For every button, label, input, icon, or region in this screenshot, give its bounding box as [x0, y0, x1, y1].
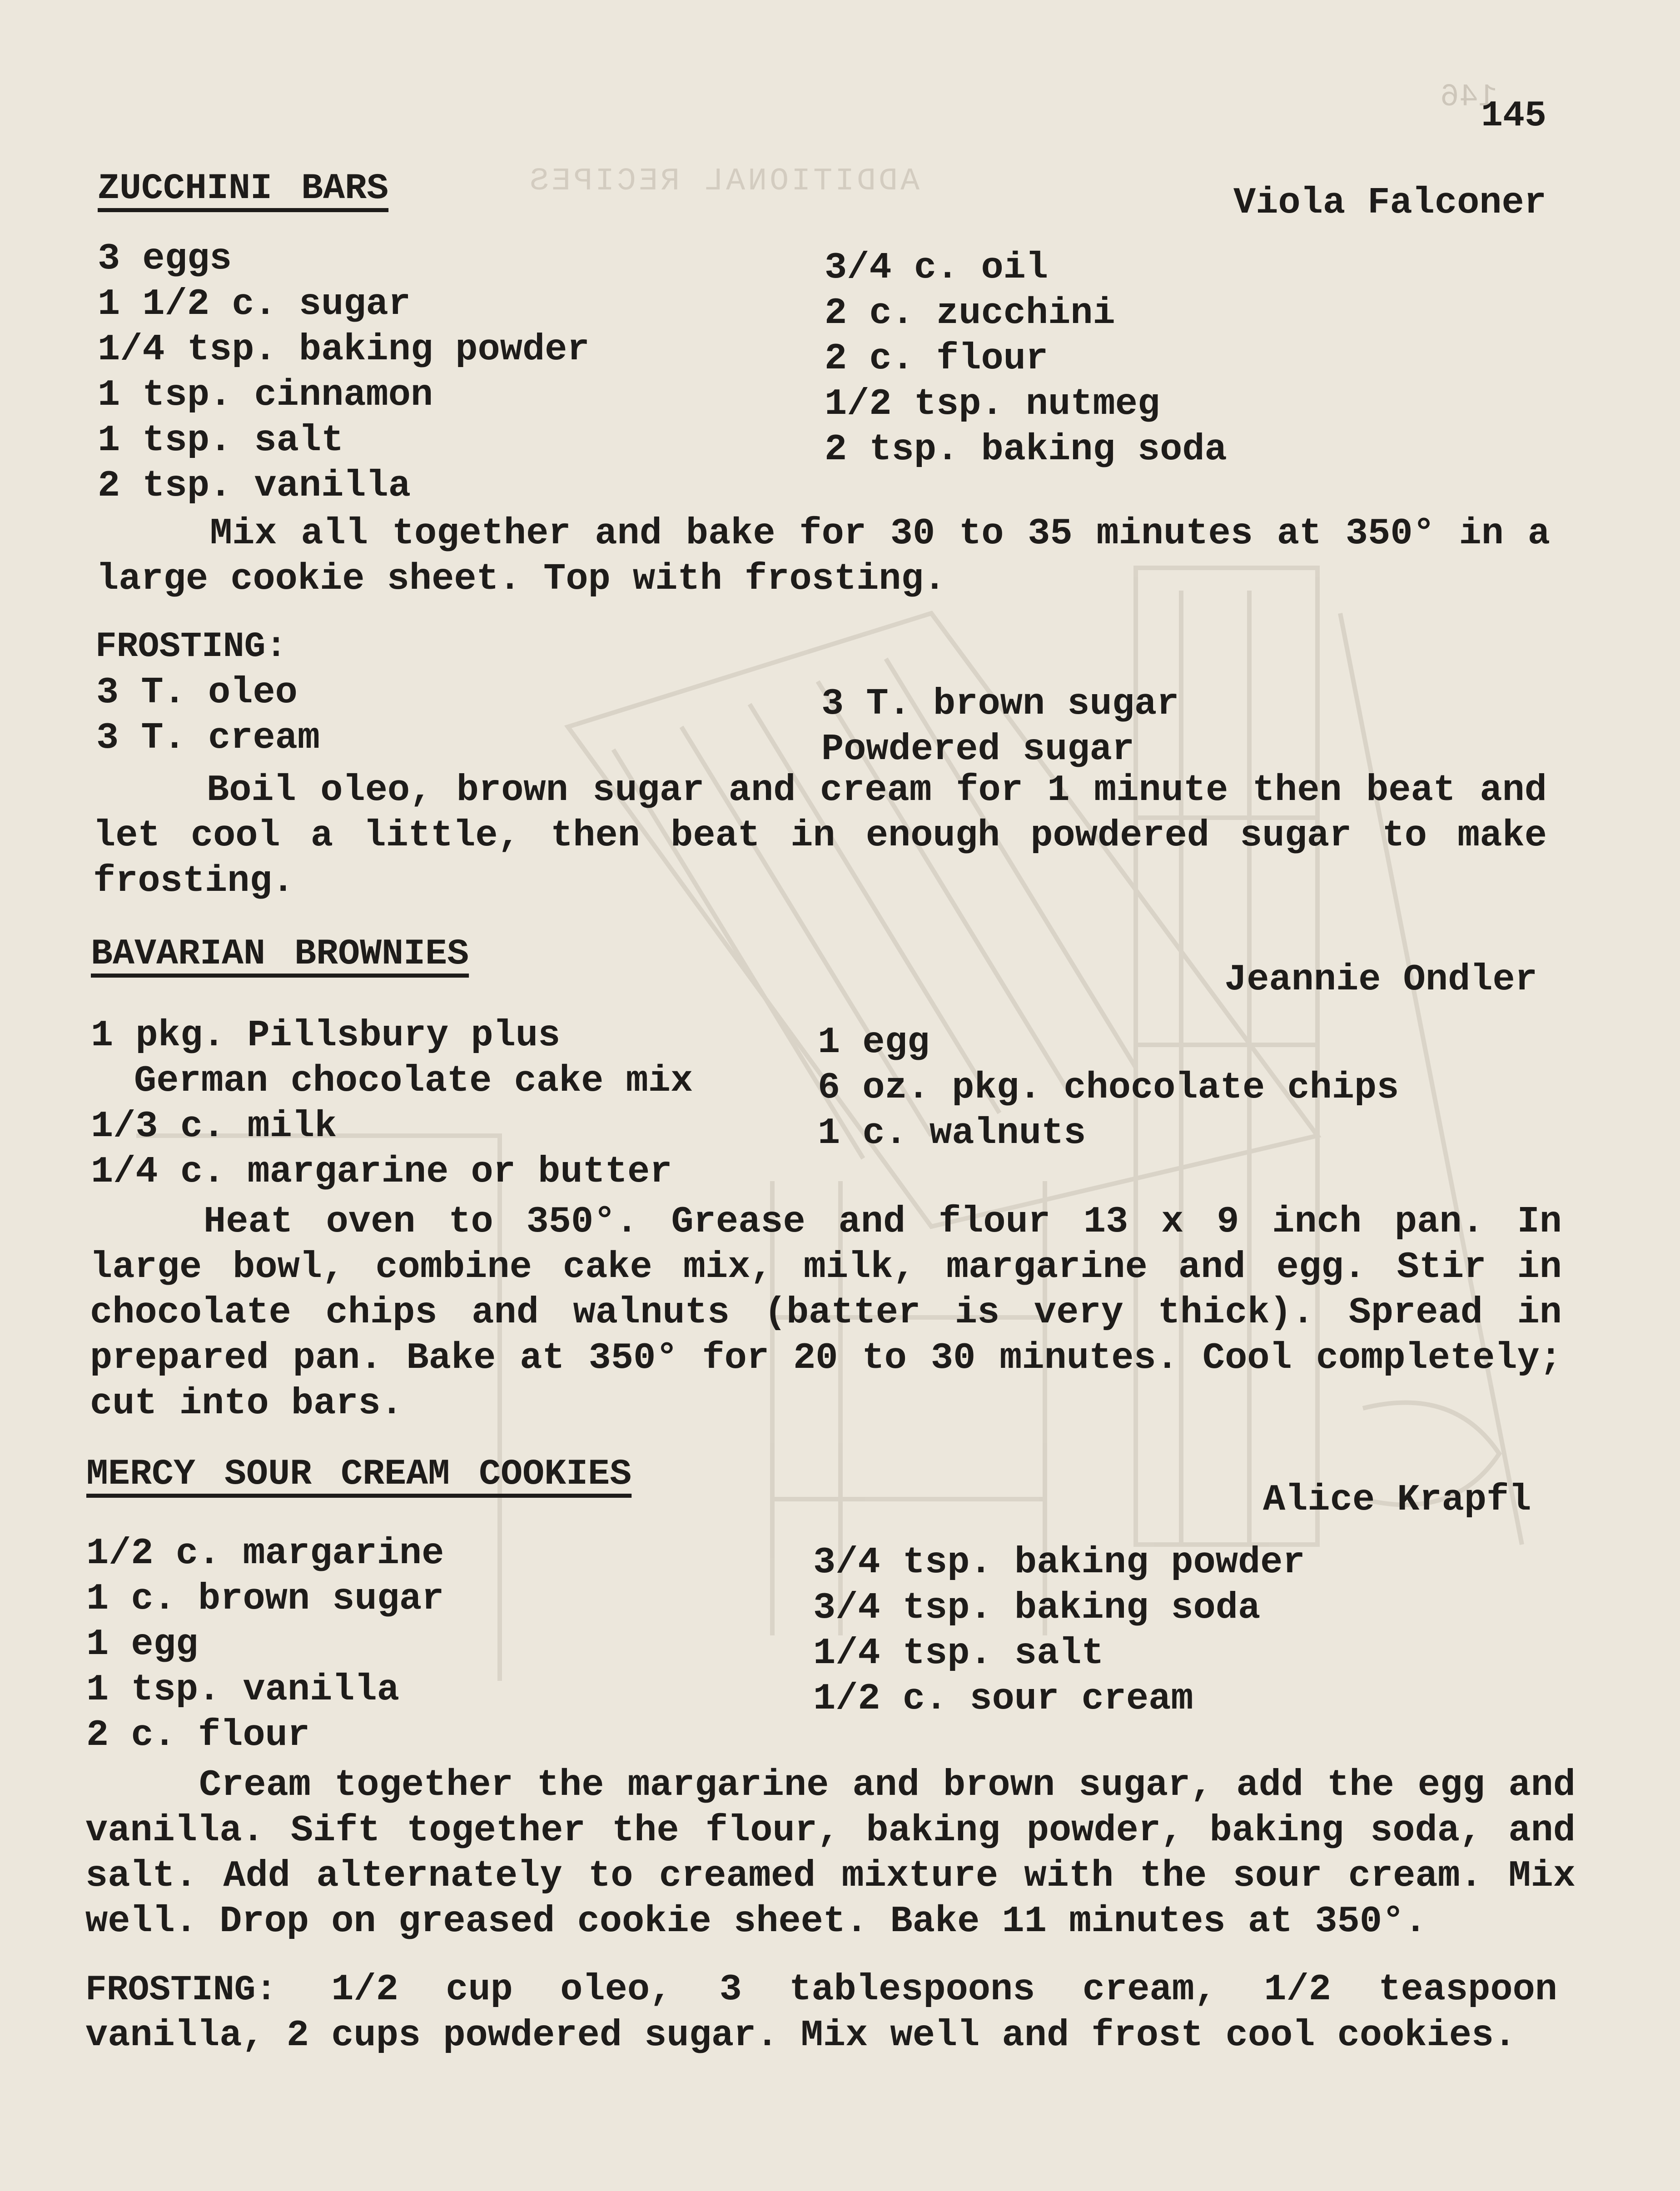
- recipe-author: Viola Falconer: [1233, 182, 1546, 224]
- recipe-title: ZUCCHINI BARS: [98, 168, 389, 209]
- ingredients-right: [818, 1020, 1399, 1156]
- frosting-text: 1/2 cup oleo, 3 tablespoons cream, 1/2 teaspoon vanilla, 2 cups powdered sugar. Mix well and frost cool cookies.: [85, 1968, 1557, 2057]
- ingredients-left: [86, 1531, 444, 1758]
- frosting-label: FROSTING:: [85, 1970, 277, 2010]
- bleed-through-header: ADDITIONAL RECIPES: [527, 164, 920, 199]
- ingredient: 1/4 tsp. salt: [813, 1632, 1104, 1674]
- ingredients-left: [98, 236, 590, 509]
- ingredient: 1 egg: [86, 1623, 199, 1665]
- ingredient: 1/3 c. milk: [91, 1105, 337, 1148]
- recipe-author: Alice Krapfl: [1263, 1479, 1531, 1521]
- ingredient: 1 egg: [818, 1021, 930, 1063]
- ingredient: 1 1/2 c. sugar: [98, 283, 411, 325]
- recipe-directions: Mix all together and bake for 30 to 35 minutes at 350° in a large cookie sheet. Top with frosting.: [96, 512, 1550, 600]
- ingredient: 3 eggs: [98, 238, 232, 280]
- ingredient: 1/2 tsp. nutmeg: [825, 383, 1160, 425]
- ingredient: 1/4 tsp. baking powder: [98, 328, 590, 371]
- ingredient: 1/2 c. margarine: [86, 1532, 444, 1575]
- ingredient: 2 tsp. vanilla: [98, 465, 411, 507]
- frosting-ingredients-right: [821, 681, 1179, 772]
- ingredients-left: [91, 1013, 693, 1195]
- ingredient: 3/4 tsp. baking soda: [813, 1587, 1261, 1629]
- ingredient: 3 T. oleo: [96, 671, 298, 714]
- recipe-directions: Heat oven to 350°. Grease and flour 13 x 9 inch pan. In large bowl, combine cake mix, milk, margarine and egg. Stir in chocolate chips and walnuts (batter is very thick). Spread in prepared pan. Bake at 350° for 20 to 30 minutes. Cool completely; cut into bars.: [90, 1201, 1562, 1425]
- frosting-label: FROSTING:: [95, 627, 287, 667]
- bleed-through-page-number: 146: [1440, 79, 1498, 115]
- ingredient: 3 T. cream: [96, 717, 320, 759]
- frosting-directions: Boil oleo, brown sugar and cream for 1 minute then beat and let cool a little, then beat in enough powdered sugar to make frosting.: [93, 769, 1547, 902]
- ingredient: 1 c. brown sugar: [86, 1578, 444, 1620]
- ingredient: 1/2 c. sour cream: [813, 1678, 1193, 1720]
- ingredient: 6 oz. pkg. chocolate chips: [818, 1067, 1399, 1109]
- ingredient: 1 pkg. Pillsbury plus: [91, 1014, 561, 1057]
- recipe-title: MERCY SOUR CREAM COOKIES: [86, 1454, 632, 1495]
- ingredient: 2 c. zucchini: [825, 292, 1115, 334]
- ingredient: 1 tsp. vanilla: [86, 1669, 399, 1711]
- ingredient: Powdered sugar: [821, 728, 1134, 770]
- ingredient: 2 tsp. baking soda: [825, 428, 1227, 471]
- ingredient: 3/4 c. oil: [825, 247, 1049, 289]
- ingredient: 2 c. flour: [86, 1714, 310, 1756]
- ingredient: 3 T. brown sugar: [821, 683, 1179, 725]
- ingredient: 1 tsp. salt: [98, 419, 344, 462]
- recipe-directions: Cream together the margarine and brown sugar, add the egg and vanilla. Sift together the flour, baking powder, baking soda, and salt. Add alternately to creamed mixture with the sour cream. Mix well. Drop on greased cookie sheet. Bake 11 minutes at 350°.: [85, 1764, 1576, 1943]
- ingredient: 1/4 c. margarine or butter: [91, 1151, 672, 1193]
- frosting-paragraph: [85, 1967, 1557, 2058]
- ingredient: German chocolate cake mix: [134, 1060, 693, 1102]
- recipe-author: Jeannie Ondler: [1224, 959, 1537, 1001]
- ingredients-right: [825, 245, 1227, 472]
- page-number: 145: [1481, 95, 1547, 137]
- frosting-ingredients-left: [96, 670, 320, 761]
- ingredient: 3/4 tsp. baking powder: [813, 1541, 1305, 1584]
- ingredient: 1 c. walnuts: [818, 1112, 1086, 1154]
- ingredients-right: [813, 1540, 1305, 1722]
- ingredient: 1 tsp. cinnamon: [98, 374, 433, 416]
- recipe-title: BAVARIAN BROWNIES: [91, 934, 469, 975]
- ingredient: 2 c. flour: [825, 338, 1049, 380]
